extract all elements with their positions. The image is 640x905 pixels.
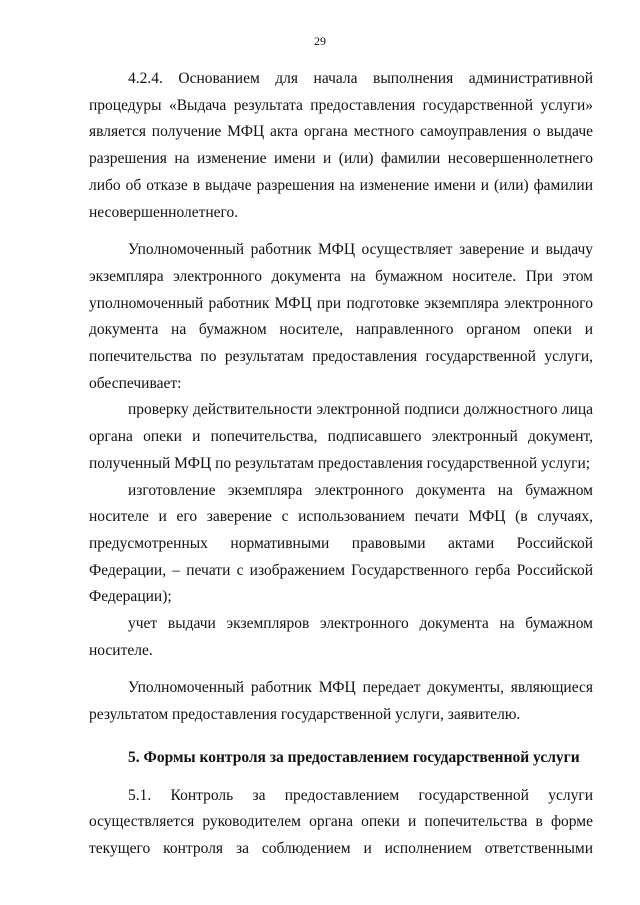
paragraph-document-transfer: Уполномоченный работник МФЦ передает документы, являющиеся результатом предоставления государственной услуги, заявителю.: [89, 679, 593, 724]
paragraph-4-2-4: 4.2.4. Основанием для начала выполнения административной процедуры «Выдача результата предоставления государственной услуги» является получение МФЦ акта органа местного самоуправления о выдаче разрешения на изменение имени и (или) фамилии несовершеннолетнего либо об отказе в выдаче разрешения на изменение имени и (или) фамилии несовершеннолетнего.: [89, 70, 593, 221]
paragraph-5-1: 5.1. Контроль за предоставлением государственной услуги осуществляется руководителем органа опеки и попечительства в форме текущего контроля за соблюдением и исполнением ответственными: [89, 786, 593, 857]
list-item-issuance-record: учет выдачи экземпляров электронного документа на бумажном носителе.: [89, 615, 593, 659]
list-item-signature-check: проверку действительности электронной подписи должностного лица органа опеки и попечительства, подписавшего электронный документ, полученный МФЦ по результатам предоставления государственной услуги;: [89, 401, 593, 472]
section-heading: 5. Формы контроля за предоставлением государственной услуги: [128, 748, 580, 766]
paragraph-mfc-certification: Уполномоченный работник МФЦ осуществляет заверение и выдачу экземпляра электронного документа на бумажном носителе. При этом уполномоченный работник МФЦ при подготовке экземпляра электронного документа на бумажном носителе, направленного органом опеки и попечительства по результатам предоставления государственной услуги, обеспечивает:: [89, 241, 593, 392]
list-item-copy-production: изготовление экземпляра электронного документа на бумажном носителе и его заверение с использованием печати МФЦ (в случаях, предусмотренных нормативными правовыми актами Российской Федерации, – печати с изображением Государственного герба Российской Федерации);: [89, 481, 593, 606]
document-body: [89, 66, 593, 863]
page-number: 29: [314, 34, 326, 48]
